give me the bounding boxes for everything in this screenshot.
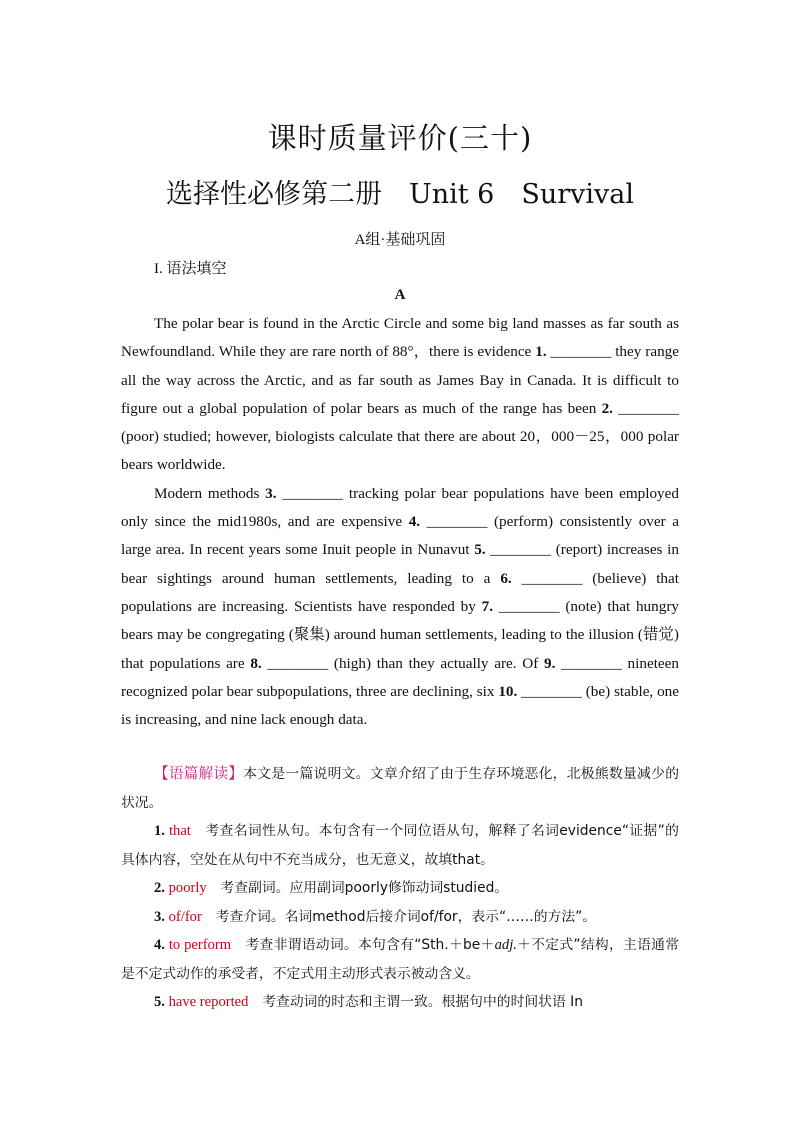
answer-number: 2. — [154, 880, 165, 896]
analysis-tag: 【语篇解读】 — [154, 766, 244, 782]
answer-item — [121, 931, 679, 988]
blank-number: 2. — [601, 399, 613, 417]
answer-item — [121, 817, 679, 874]
text-span: ________ (high) than they actually are. Of — [261, 654, 544, 672]
blank-number: 10. — [498, 682, 518, 700]
blank-number: 7. — [481, 597, 494, 615]
text-span: ________ (believe) that populations are increasing. Scientists have responded by — [121, 569, 679, 615]
blank-number: 8. — [250, 654, 262, 672]
answer-explanation: 考查介词。名词method后接介词of/for，表示“……的方法”。 — [201, 908, 597, 925]
answer-number: 4. — [154, 937, 165, 953]
paragraph-1 — [121, 310, 679, 480]
passage-text — [121, 310, 679, 734]
answer-item — [121, 903, 679, 932]
answer-key: of/for — [168, 908, 202, 925]
blank-number: 5. — [474, 541, 486, 559]
text-span: ________ (be) stable, one is increasing, and nine lack enough data. — [121, 682, 679, 729]
blank-number: 4. — [408, 513, 421, 531]
answer-explanation: 考查副词。应用副词poorly修饰动词studied。 — [206, 880, 509, 896]
answer-item — [121, 874, 679, 903]
answer-explanation: 考查动词的时态和主谓一致。根据句中的时间状语 In — [248, 994, 583, 1010]
answer-number: 3. — [154, 908, 165, 925]
answer-item — [121, 988, 679, 1017]
answer-key: have reported — [168, 994, 249, 1010]
text-span: ________ (poor) studied; however, biologists calculate that there are about 20，000－25，000 polar bears worldwide. — [121, 399, 679, 474]
page-subtitle: 选择性必修第二册 Unit 6 Survival — [165, 179, 635, 210]
analysis-intro-text: 本文是一篇说明文。文章介绍了由于生存环境恶化，北极熊数量减少的状况。 — [121, 766, 679, 811]
text-span: The polar bear is found in the Arctic Circle and some big land masses as far south as Newfoundland. While they are rare north of 88°，there is evidence — [121, 315, 679, 361]
page-title: 课时质量评价(三十) — [267, 121, 533, 155]
analysis-intro — [121, 760, 679, 817]
answer-explanation: 考查非谓语动词。本句含有“Sth.＋be＋ — [231, 937, 495, 953]
passage-label: A — [394, 287, 406, 303]
section-heading: I. 语法填空 — [154, 261, 227, 277]
text-span: Modern methods — [154, 484, 266, 502]
text-span: ________ (perform) consistently over a large area. In recent years some Inuit people in Nunavut — [121, 513, 680, 559]
group-heading: A组·基础巩固 — [354, 232, 446, 248]
answer-number: 5. — [154, 994, 165, 1010]
italic-abbrev: adj. — [494, 937, 517, 953]
text-span: ________ (report) increases in bear sightings around human settlements, leading to a — [121, 541, 679, 587]
blank-number: 9. — [544, 654, 556, 672]
answer-key: poorly — [168, 880, 207, 896]
answer-analysis — [121, 760, 679, 1017]
answer-key: that — [168, 823, 191, 839]
blank-number: 6. — [500, 569, 512, 587]
answer-explanation: 考查名词性从句。本句含有一个同位语从句，解释了名词evidence“证据”的具体内容，空处在从句中不充当成分，也无意义，故填that。 — [121, 823, 679, 868]
answer-explanation: ＋不定式”结构，主语通常是不定式动作的承受者，不定式用主动形式表示被动含义。 — [121, 937, 679, 982]
answer-key: to perform — [168, 937, 232, 953]
paragraph-2 — [121, 480, 679, 735]
text-span: ________ tracking polar bear populations have been employed only since the mid1980s, and are expensive — [121, 484, 679, 531]
text-span: ________ (note) that hungry bears may be congregating (聚集) around human settlements, leading to the illusion (错觉) that populations are — [121, 597, 679, 672]
blank-number: 1. — [535, 343, 547, 361]
blank-number: 3. — [265, 484, 277, 502]
answer-number: 1. — [154, 823, 165, 839]
text-span: ________ they range all the way across the Arctic, and as far south as James Bay in Canada. It is difficult to figure out a global population of polar bears as much of the range has been — [121, 343, 680, 417]
text-span: ________ nineteen recognized polar bear subpopulations, three are declining, six — [121, 654, 680, 700]
